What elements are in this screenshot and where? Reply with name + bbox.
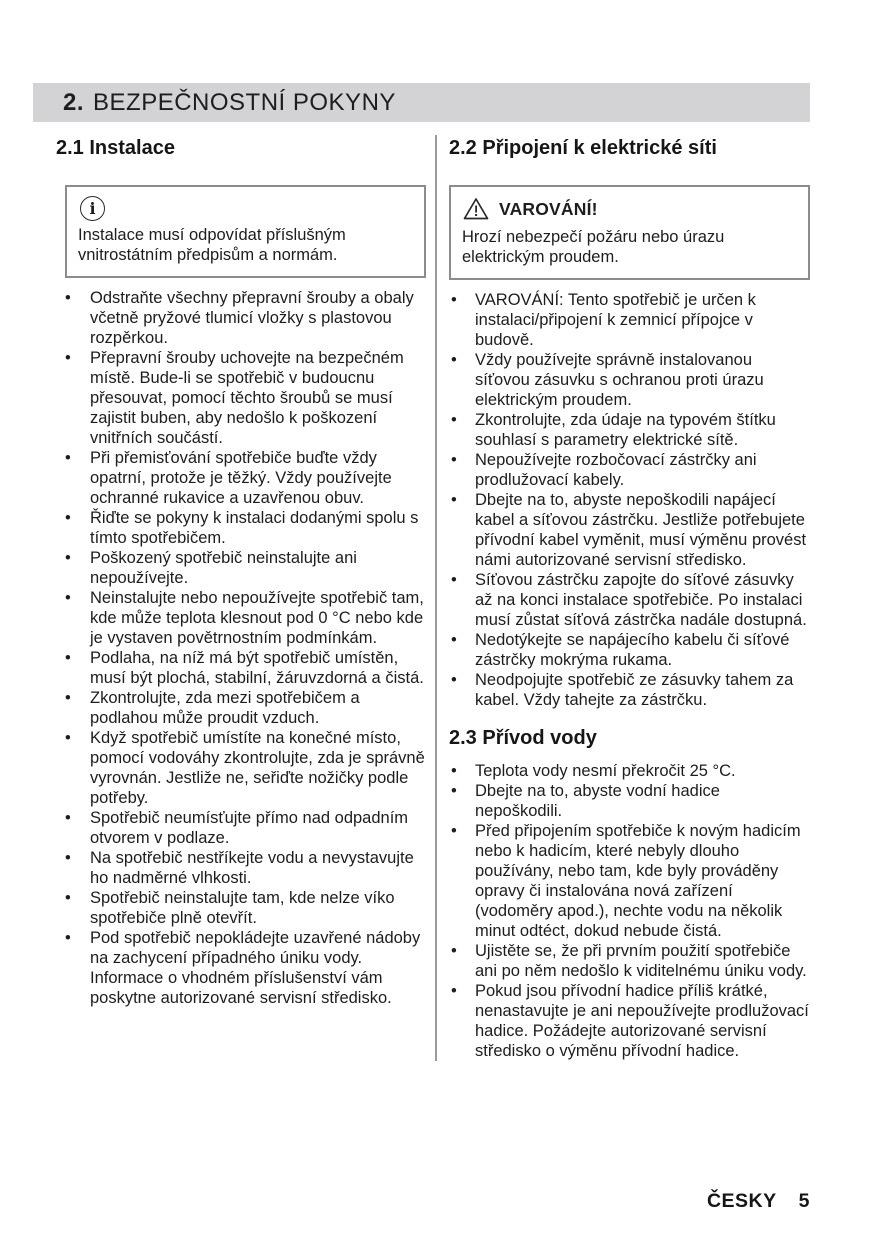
chapter-header-bar bbox=[33, 83, 810, 122]
list-item: • Zkontrolujte, zda údaje na typovém štítku souhlasí s parametry elektrické sítě. bbox=[449, 410, 810, 450]
list-item: • Dbejte na to, abyste vodní hadice nepoškodili. bbox=[449, 781, 810, 821]
list-item: • Zkontrolujte, zda mezi spotřebičem a podlahou může proudit vzduch. bbox=[40, 688, 426, 728]
list-item: • Odstraňte všechny přepravní šrouby a obaly včetně pryžové tlumicí vložky s plastovou rozpěrkou. bbox=[40, 288, 426, 348]
water-bullet-list bbox=[449, 761, 810, 1061]
list-item: • Dbejte na to, abyste nepoškodili napájecí kabel a síťovou zástrčku. Jestliže potřebujete přívodní kabel vyměnit, musí výměnu provést námi autorizované servisní středisko. bbox=[449, 490, 810, 570]
chapter-number: 2. bbox=[63, 88, 85, 116]
list-item: • Síťovou zástrčku zapojte do síťové zásuvky až na konci instalace spotřebiče. Po instalaci musí zůstat síťová zástrčka nadále dostupná. bbox=[449, 570, 810, 630]
warning-box bbox=[449, 185, 810, 280]
list-item: • Spotřebič neinstalujte tam, kde nelze víko spotřebiče plně otevřít. bbox=[40, 888, 426, 928]
list-item: • Spotřebič neumísťujte přímo nad odpadním otvorem v podlaze. bbox=[40, 808, 426, 848]
list-item: • VAROVÁNÍ: Tento spotřebič je určen k instalaci/připojení k zemnicí přípojce v budově. bbox=[449, 290, 810, 350]
list-item: • Před připojením spotřebiče k novým hadicím nebo k hadicím, které nebyly dlouho používány, nebo tam, kde byly prováděny opravy či instalována nová zařízení (vodoměry apod.), nechte vodu na několik minut odtéct, dokud nebude čistá. bbox=[449, 821, 810, 941]
list-item: • Pod spotřebič nepokládejte uzavřené nádoby na zachycení případného úniku vody. Informace o vhodném příslušenství vám poskytne autorizované servisní středisko. bbox=[40, 928, 426, 1008]
list-item: • Na spotřebič nestříkejte vodu a nevystavujte ho nadměrné vlhkosti. bbox=[40, 848, 426, 888]
section-heading-water: 2.3 Přívod vody bbox=[449, 727, 597, 749]
footer-language: ČESKY bbox=[706, 1190, 777, 1212]
list-item: • Přepravní šrouby uchovejte na bezpečném místě. Bude-li se spotřebič v budoucnu přesouvat, pomocí těchto šroubů se musí zajistit buben, aby nedošlo k poškození vnitřních součástí. bbox=[40, 348, 426, 448]
list-item: • Neodpojujte spotřebič ze zásuvky tahem za kabel. Vždy tahejte za zástrčku. bbox=[449, 670, 810, 710]
list-item: • Teplota vody nesmí překročit 25 °C. bbox=[449, 761, 810, 781]
list-item: • Nedotýkejte se napájecího kabelu či síťové zástrčky mokrýma rukama. bbox=[449, 630, 810, 670]
installation-bullet-list bbox=[40, 288, 426, 1008]
warning-triangle-icon bbox=[463, 197, 489, 220]
warning-box-text: Hrozí nebezpečí požáru nebo úrazu elektrickým proudem. bbox=[462, 228, 725, 266]
info-box-text: Instalace musí odpovídat příslušným vnitrostátním předpisům a normám. bbox=[78, 226, 346, 264]
list-item: • Podlaha, na níž má být spotřebič umístěn, musí být plochá, stabilní, žáruvzdorná a čistá. bbox=[40, 648, 426, 688]
page-footer bbox=[707, 1190, 810, 1213]
info-box bbox=[65, 185, 426, 278]
list-item: • Neinstalujte nebo nepoužívejte spotřebič tam, kde může teplota klesnout pod 0 °C nebo kde je vystaven povětrnostním podmínkám. bbox=[40, 588, 426, 648]
section-heading-installation: 2.1 Instalace bbox=[56, 137, 175, 159]
list-item: • Pokud jsou přívodní hadice příliš krátké, nenastavujte je ani nepoužívejte prodlužovací hadice. Požádejte autorizované servisní středisko o výměnu přívodní hadice. bbox=[449, 981, 810, 1061]
info-icon: i bbox=[80, 196, 105, 221]
chapter-title: BEZPEČNOSTNÍ POKYNY bbox=[93, 88, 396, 116]
list-item: • Vždy používejte správně instalovanou síťovou zásuvku s ochranou proti úrazu elektrickým proudem. bbox=[449, 350, 810, 410]
list-item: • Při přemisťování spotřebiče buďte vždy opatrní, protože je těžký. Vždy používejte ochranné rukavice a uzavřenou obuv. bbox=[40, 448, 426, 508]
electrical-bullet-list bbox=[449, 290, 810, 710]
section-heading-electrical: 2.2 Připojení k elektrické síti bbox=[449, 137, 717, 159]
column-installation bbox=[40, 135, 437, 1061]
column-electrical-water bbox=[437, 135, 810, 1061]
list-item: • Nepoužívejte rozbočovací zástrčky ani prodlužovací kabely. bbox=[449, 450, 810, 490]
list-item: • Poškozený spotřebič neinstalujte ani nepoužívejte. bbox=[40, 548, 426, 588]
warning-title: VAROVÁNÍ! bbox=[499, 198, 598, 219]
two-column-layout bbox=[40, 135, 810, 1061]
list-item: • Když spotřebič umístíte na konečné místo, pomocí vodováhy zkontrolujte, zda je správně vyrovnán. Jestliže ne, seřiďte nožičky podle potřeby. bbox=[40, 728, 426, 808]
warning-box-header bbox=[463, 197, 797, 220]
footer-page-number: 5 bbox=[798, 1190, 810, 1212]
list-item: • Řiďte se pokyny k instalaci dodanými spolu s tímto spotřebičem. bbox=[40, 508, 426, 548]
list-item: • Ujistěte se, že při prvním použití spotřebiče ani po něm nedošlo k viditelnému úniku vody. bbox=[449, 941, 810, 981]
